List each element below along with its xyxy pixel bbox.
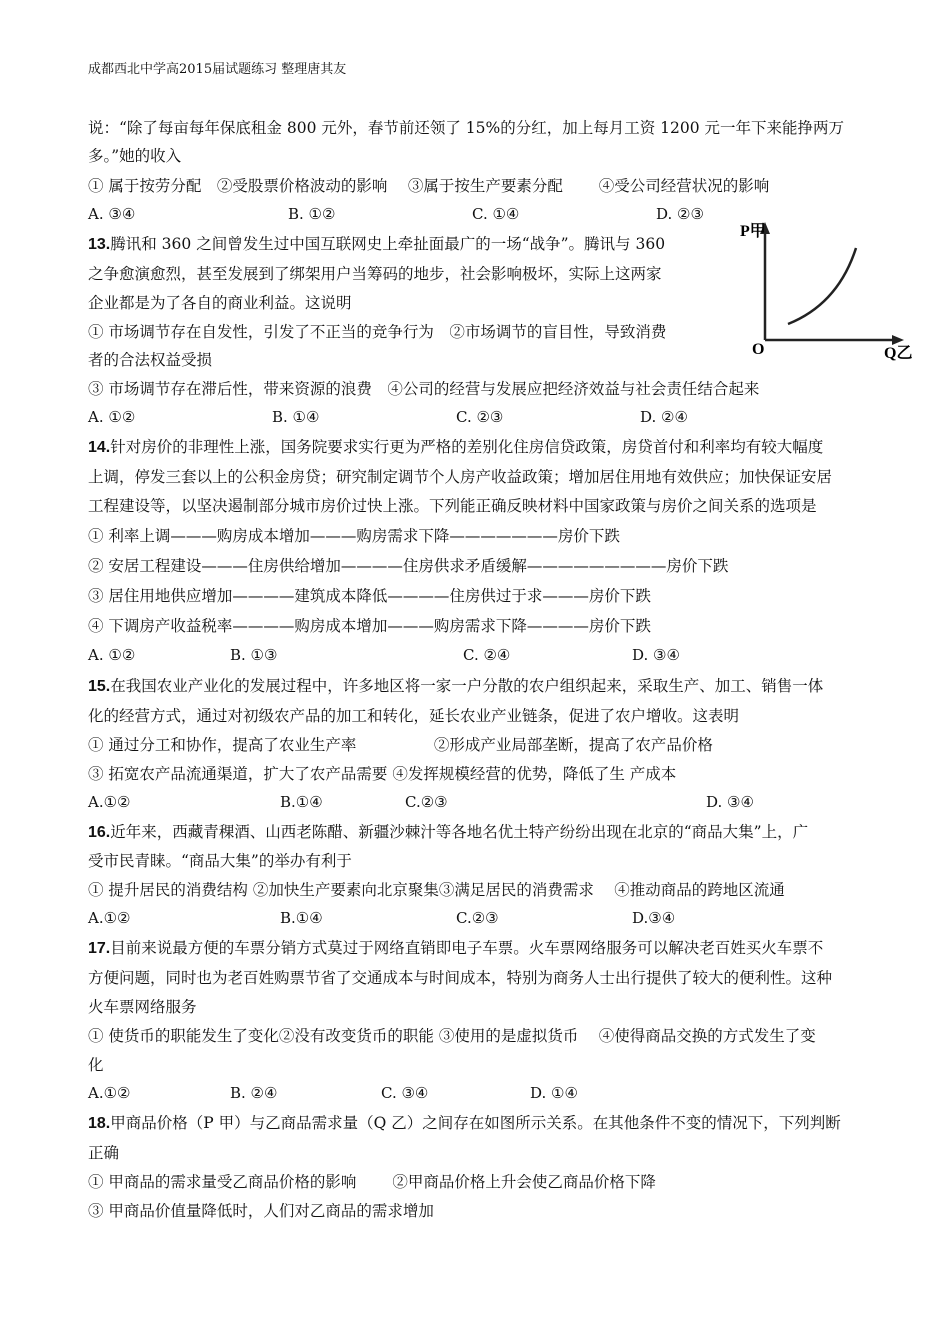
q18-number: 18. xyxy=(88,1115,111,1132)
q15-option-c: C.②③ xyxy=(405,793,448,811)
q16-line-3: ① 提升居民的消费结构 ②加快生产要素向北京聚集③满足居民的消费需求 ④推动商品的跨地区流通 xyxy=(88,881,785,899)
q14-option-a: A. ①② xyxy=(88,646,136,664)
q12-option-a: A. ③④ xyxy=(88,205,136,223)
q15-number: 15. xyxy=(88,678,111,695)
q16-option-d: D.③④ xyxy=(632,909,676,927)
q13-line-1 xyxy=(88,234,665,255)
q14-line-4: ① 利率上调———购房成本增加———购房需求下降———————房价下跌 xyxy=(88,527,620,545)
q14-line-5: ② 安居工程建设———住房供给增加————住房供求矛盾缓解—————————房价下跌 xyxy=(88,557,729,575)
q15-text-1: 在我国农业产业化的发展过程中，许多地区将一家一户分散的农户组织起来，采取生产、加工、销售一体 xyxy=(110,677,824,695)
q17-line-4: ① 使货币的职能发生了变化②没有改变货币的职能 ③使用的是虚拟货币 ④使得商品交换的方式发生了变 xyxy=(88,1027,816,1045)
q13-text-1: 腾讯和 360 之间曾发生过中国互联网史上牵扯面最广的一场“战争”。腾讯与 360 xyxy=(110,235,666,253)
q16-line-1 xyxy=(88,822,808,843)
q16-option-a: A.①② xyxy=(88,909,131,927)
x-axis-arrow xyxy=(892,335,904,345)
q17-option-d: D. ①④ xyxy=(530,1084,578,1102)
page-header: 成都西北中学高2015届试题练习 整理唐其友 xyxy=(88,62,347,77)
q14-line-1 xyxy=(88,437,823,458)
q13-option-d: D. ②④ xyxy=(640,408,688,426)
y-axis-label: P甲 xyxy=(740,223,766,240)
q18-line-1 xyxy=(88,1113,841,1134)
q13-option-c: C. ②③ xyxy=(456,408,504,426)
q17-line-2: 方便问题，同时也为老百姓购票节省了交通成本与时间成本，特别为商务人士出行提供了较大的便利性。这种 xyxy=(88,969,833,987)
q14-text-1: 针对房价的非理性上涨，国务院要求实行更为严格的差别化住房信贷政策，房贷首付和利率均有较大幅度 xyxy=(110,438,824,456)
q13-line-4: ① 市场调节存在自发性，引发了不正当的竞争行为 ②市场调节的盲目性，导致消费 xyxy=(88,323,667,341)
x-axis-label: Q乙 xyxy=(884,345,913,362)
q13-line-3: 企业都是为了各自的商业利益。这说明 xyxy=(88,294,352,312)
q16-number: 16. xyxy=(88,824,111,841)
q13-option-b: B. ①④ xyxy=(272,408,320,426)
q15-option-d: D. ③④ xyxy=(706,793,754,811)
curve xyxy=(788,248,856,324)
q17-text-1: 目前来说最方便的车票分销方式莫过于网络直销即电子车票。火车票网络服务可以解决老百姓买火车票不 xyxy=(110,939,824,957)
q17-option-c: C. ③④ xyxy=(381,1084,429,1102)
q17-line-5: 化 xyxy=(88,1056,104,1074)
q17-number: 17. xyxy=(88,940,111,957)
q13-number: 13. xyxy=(88,236,111,253)
q17-line-3: 火车票网络服务 xyxy=(88,998,197,1016)
q14-line-7: ④ 下调房产收益税率————购房成本增加———购房需求下降————房价下跌 xyxy=(88,617,651,635)
q16-option-c: C.②③ xyxy=(456,909,499,927)
q12-line-2: 多。”她的收入 xyxy=(88,147,182,165)
q14-line-3: 工程建设等，以坚决遏制部分城市房价过快上涨。下列能正确反映材料中国家政策与房价之间关系的选项是 xyxy=(88,497,817,515)
q14-option-d: D. ③④ xyxy=(632,646,680,664)
q14-line-2: 上调，停发三套以上的公积金房贷；研究制定调节个人房产收益政策；增加居住用地有效供应；加快保证安居 xyxy=(88,468,833,486)
q15-line-3: ① 通过分工和协作，提高了农业生产率 ②形成产业局部垄断，提高了农产品价格 xyxy=(88,736,713,754)
q12-line-3: ① 属于按劳分配 ②受股票价格波动的影响 ③属于按生产要素分配 ④受公司经营状况的影响 xyxy=(88,177,770,195)
q12-option-c: C. ①④ xyxy=(472,205,520,223)
q18-line-4: ③ 甲商品价值量降低时，人们对乙商品的需求增加 xyxy=(88,1202,434,1220)
q12-option-b: B. ①② xyxy=(288,205,336,223)
q17-option-b: B. ②④ xyxy=(230,1084,278,1102)
q15-line-4: ③ 拓宽农产品流通渠道，扩大了农产品需要 ④发挥规模经营的优势，降低了生 产成本 xyxy=(88,765,677,783)
q16-line-2: 受市民青睐。“商品大集”的举办有利于 xyxy=(88,852,352,870)
q15-line-1 xyxy=(88,676,823,697)
q13-line-2: 之争愈演愈烈，甚至发展到了绑架用户当筹码的地步，社会影响极坏，实际上这两家 xyxy=(88,265,662,283)
q15-option-b: B.①④ xyxy=(280,793,323,811)
q13-option-a: A. ①② xyxy=(88,408,136,426)
q18-line-2: 正确 xyxy=(88,1144,120,1162)
q14-option-b: B. ①③ xyxy=(230,646,278,664)
origin-label: O xyxy=(752,341,765,358)
q15-line-2: 化的经营方式，通过对初级农产品的加工和转化，延长农业产业链条，促进了农户增收。这表明 xyxy=(88,707,740,725)
q17-line-1 xyxy=(88,938,823,959)
price-demand-graph xyxy=(738,218,918,363)
q13-line-5: 者的合法权益受损 xyxy=(88,351,213,369)
q17-option-a: A.①② xyxy=(88,1084,131,1102)
q12-option-d: D. ②③ xyxy=(656,205,704,223)
q14-number: 14. xyxy=(88,439,111,456)
q16-text-1: 近年来，西藏青稞酒、山西老陈醋、新疆沙棘汁等各地名优土特产纷纷出现在北京的“商品大集”上，广 xyxy=(110,823,809,841)
q16-option-b: B.①④ xyxy=(280,909,323,927)
q15-option-a: A.①② xyxy=(88,793,131,811)
q12-line-1: 说：“除了每亩每年保底租金 800 元外，春节前还领了 15%的分红，加上每月工资 1200 元一年下来能挣两万 xyxy=(88,119,845,137)
q14-line-6: ③ 居住用地供应增加————建筑成本降低————住房供过于求———房价下跌 xyxy=(88,587,651,605)
q18-text-1: 甲商品价格（P 甲）与乙商品需求量（Q 乙）之间存在如图所示关系。在其他条件不变的情况下，下列判断 xyxy=(110,1114,841,1132)
q18-line-3: ① 甲商品的需求量受乙商品价格的影响 ②甲商品价格上升会使乙商品价格下降 xyxy=(88,1173,656,1191)
q13-line-6: ③ 市场调节存在滞后性，带来资源的浪费 ④公司的经营与发展应把经济效益与社会责任结合起来 xyxy=(88,380,760,398)
q14-option-c: C. ②④ xyxy=(463,646,511,664)
